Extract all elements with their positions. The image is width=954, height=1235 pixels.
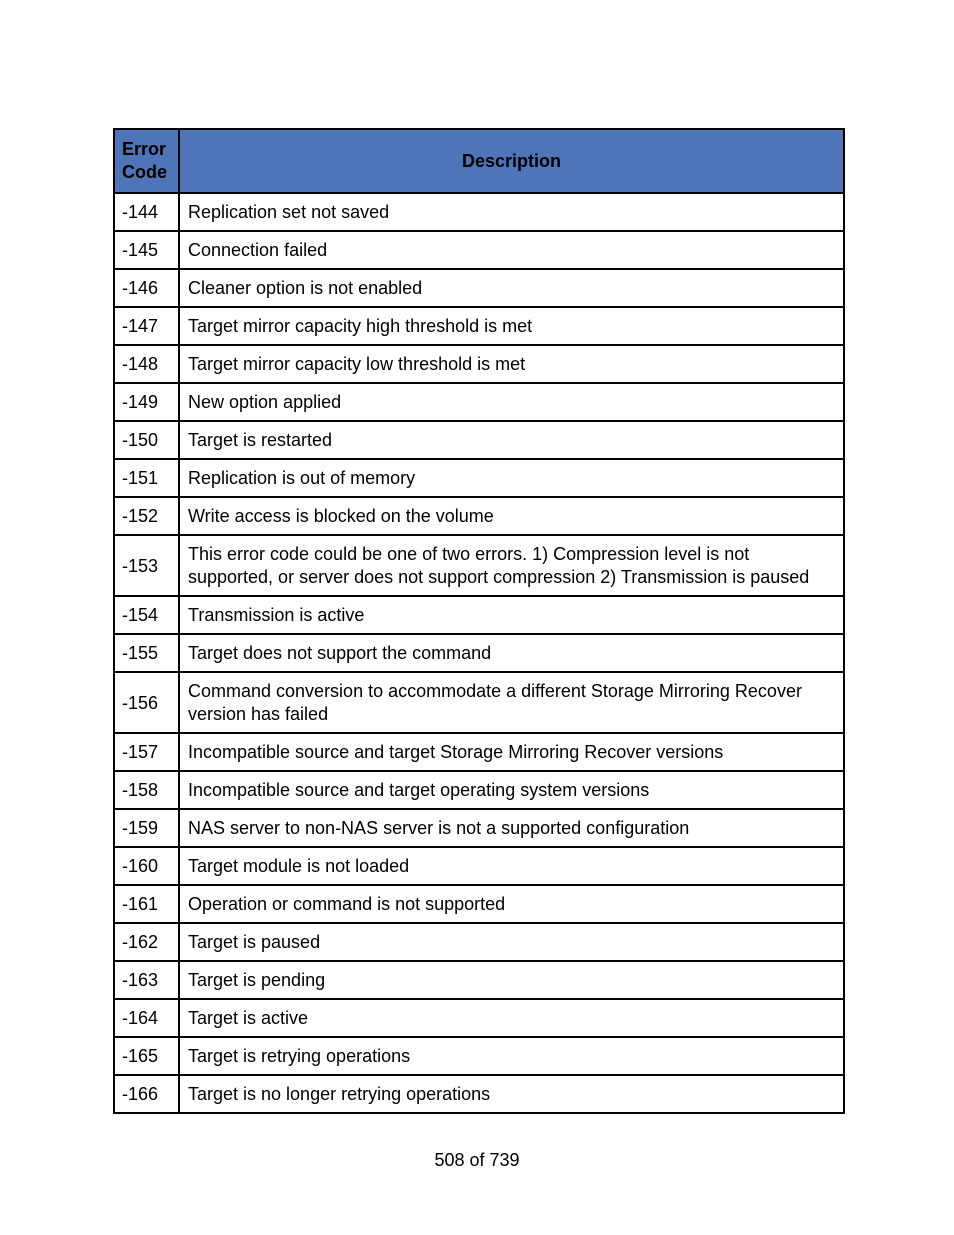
error-code-cell: -157 — [114, 733, 179, 771]
description-cell: Target is pending — [179, 961, 844, 999]
table-row — [114, 459, 844, 497]
error-code-cell: -149 — [114, 383, 179, 421]
error-code-cell: -159 — [114, 809, 179, 847]
table-row — [114, 421, 844, 459]
description-cell: Target mirror capacity low threshold is met — [179, 345, 844, 383]
table-row — [114, 345, 844, 383]
description-cell: Incompatible source and target Storage Mirroring Recover versions — [179, 733, 844, 771]
table-row — [114, 307, 844, 345]
header-error-code — [114, 129, 179, 193]
error-code-cell: -162 — [114, 923, 179, 961]
table-row — [114, 999, 844, 1037]
table-row — [114, 596, 844, 634]
error-code-cell: -150 — [114, 421, 179, 459]
error-code-cell: -153 — [114, 535, 179, 596]
table-body — [114, 193, 844, 1113]
error-code-cell: -158 — [114, 771, 179, 809]
description-cell: Target module is not loaded — [179, 847, 844, 885]
table-row — [114, 1075, 844, 1113]
error-code-cell: -156 — [114, 672, 179, 733]
description-cell: Replication is out of memory — [179, 459, 844, 497]
error-code-table — [113, 128, 845, 1114]
description-cell: Target is retrying operations — [179, 1037, 844, 1075]
error-code-cell: -145 — [114, 231, 179, 269]
header-row — [114, 129, 844, 193]
header-error-code-line2: Code — [122, 162, 167, 182]
error-code-cell: -164 — [114, 999, 179, 1037]
table-row — [114, 497, 844, 535]
error-code-cell: -155 — [114, 634, 179, 672]
description-cell: New option applied — [179, 383, 844, 421]
description-cell: Connection failed — [179, 231, 844, 269]
table-row — [114, 1037, 844, 1075]
description-cell: Replication set not saved — [179, 193, 844, 231]
description-cell: Command conversion to accommodate a different Storage Mirroring Recover version has failed — [179, 672, 844, 733]
error-code-cell: -146 — [114, 269, 179, 307]
error-code-cell: -166 — [114, 1075, 179, 1113]
table-row — [114, 269, 844, 307]
description-cell: Target mirror capacity high threshold is met — [179, 307, 844, 345]
page-number: 508 of 739 — [434, 1150, 520, 1170]
description-cell: Target is paused — [179, 923, 844, 961]
error-code-cell: -151 — [114, 459, 179, 497]
error-code-cell: -163 — [114, 961, 179, 999]
description-cell: Target does not support the command — [179, 634, 844, 672]
table-row — [114, 231, 844, 269]
description-cell: Target is no longer retrying operations — [179, 1075, 844, 1113]
table-row — [114, 733, 844, 771]
error-code-cell: -154 — [114, 596, 179, 634]
description-cell: Write access is blocked on the volume — [179, 497, 844, 535]
description-cell: Target is restarted — [179, 421, 844, 459]
error-code-cell: -147 — [114, 307, 179, 345]
table-row — [114, 847, 844, 885]
error-code-cell: -144 — [114, 193, 179, 231]
table-row — [114, 885, 844, 923]
description-cell: Transmission is active — [179, 596, 844, 634]
description-cell: This error code could be one of two errors. 1) Compression level is not supported, or server does not support compression 2) Transmission is paused — [179, 535, 844, 596]
table-header — [114, 129, 844, 193]
header-description: Description — [179, 129, 844, 193]
error-code-cell: -160 — [114, 847, 179, 885]
table-row — [114, 535, 844, 596]
header-error-code-line1: Error — [122, 139, 167, 159]
description-cell: Operation or command is not supported — [179, 885, 844, 923]
error-code-cell: -148 — [114, 345, 179, 383]
description-cell: NAS server to non-NAS server is not a supported configuration — [179, 809, 844, 847]
table-row — [114, 961, 844, 999]
description-cell: Incompatible source and target operating system versions — [179, 771, 844, 809]
description-cell: Target is active — [179, 999, 844, 1037]
table-row — [114, 672, 844, 733]
error-code-cell: -152 — [114, 497, 179, 535]
table-row — [114, 809, 844, 847]
error-code-cell: -161 — [114, 885, 179, 923]
table-row — [114, 634, 844, 672]
table-row — [114, 923, 844, 961]
error-code-cell: -165 — [114, 1037, 179, 1075]
table-row — [114, 383, 844, 421]
table-row — [114, 193, 844, 231]
description-cell: Cleaner option is not enabled — [179, 269, 844, 307]
table-row — [114, 771, 844, 809]
